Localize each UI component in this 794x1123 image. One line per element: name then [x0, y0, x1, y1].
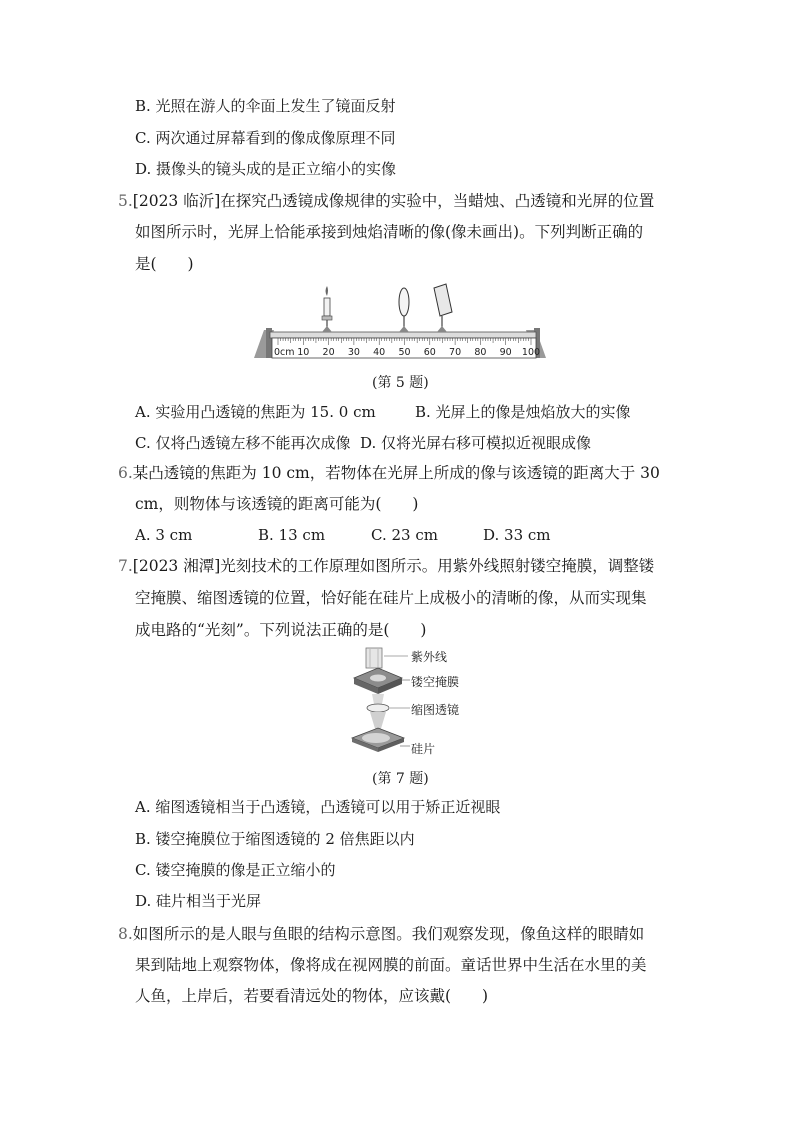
scale-tick-label: 30: [347, 347, 360, 358]
scale-tick-label: 0cm: [274, 347, 295, 358]
q5-optical-bench-figure: [252, 282, 548, 362]
light-column: [372, 694, 384, 704]
q7-number: 7.: [118, 557, 133, 575]
uv-beam: [366, 648, 382, 668]
q6-option-c: C. 23 cm: [371, 526, 438, 544]
q5-option-b: B. 光屏上的像是烛焰放大的实像: [415, 403, 631, 421]
label-uv: 紫外线: [411, 650, 448, 664]
scale-tick-label: 90: [499, 347, 512, 358]
convex-lens: [399, 288, 409, 332]
q5-option-a: A. 实验用凸透镜的焦距为 15. 0 cm: [135, 403, 376, 421]
q8-number: 8.: [118, 925, 133, 943]
q5-option-c: C. 仅将凸透镜左移不能再次成像: [135, 434, 351, 452]
q7-option-b: B. 镂空掩膜位于缩图透镜的 2 倍焦距以内: [135, 830, 415, 848]
q5-stem-line-2: 如图所示时，光屏上恰能承接到烛焰清晰的像(像未画出)。下列判断正确的: [135, 223, 644, 241]
q8-stem-line-2: 果到陆地上观察物体，像将成在视网膜的前面。童话世界中生活在水里的美: [135, 956, 647, 974]
q4-option-c: C. 两次通过屏幕看到的像成像原理不同: [135, 129, 396, 147]
scale-tick-label: 50: [398, 347, 411, 358]
scale-tick-label: 40: [373, 347, 386, 358]
reduction-lens: [367, 704, 389, 712]
q4-option-d: D. 摄像头的镜头成的是正立缩小的实像: [135, 160, 397, 178]
q7-caption: (第 7 题): [372, 771, 429, 787]
q6-line1-text: 某凸透镜的焦距为 10 cm，若物体在光屏上所成的像与该透镜的距离大于 30: [132, 464, 660, 482]
q7-stem-line-1: [118, 556, 654, 576]
label-wafer: 硅片: [411, 742, 436, 756]
label-mask: 镂空掩膜: [411, 675, 460, 689]
q8-stem-line-3: 人鱼，上岸后，若要看清远处的物体，应该戴( ): [135, 987, 489, 1005]
scale-tick-label: 10: [297, 347, 310, 358]
q5-line1-text: [2023 临沂]在探究凸透镜成像规律的实验中，当蜡烛、凸透镜和光屏的位置: [132, 192, 655, 210]
label-lens: 缩图透镜: [411, 703, 460, 717]
scale-tick-label: 20: [322, 347, 335, 358]
scale-tick-label: 60: [423, 347, 436, 358]
q7-option-d: D. 硅片相当于光屏: [135, 892, 262, 910]
scale-tick-label: 80: [474, 347, 487, 358]
q5-stem-line-3: 是( ): [135, 255, 194, 273]
q6-option-d: D. 33 cm: [483, 526, 551, 544]
q6-option-a: A. 3 cm: [135, 526, 193, 544]
q7-option-c: C. 镂空掩膜的像是正立缩小的: [135, 861, 336, 879]
q8-line1-text: 如图所示的是人眼与鱼眼的结构示意图。我们观察发现，像鱼这样的眼睛如: [132, 925, 645, 943]
q7-line1-text: [2023 湘潭]光刻技术的工作原理如图所示。用紫外线照射镂空掩膜，调整镂: [132, 557, 655, 575]
q4-option-b: B. 光照在游人的伞面上发生了镜面反射: [135, 97, 396, 115]
q5-caption: (第 5 题): [372, 375, 429, 391]
q5-option-d: D. 仅将光屏右移可模拟近视眼成像: [360, 434, 592, 452]
q6-stem-line-1: [118, 463, 660, 483]
scale-tick-label: 100: [521, 347, 541, 358]
q6-stem-line-2: cm，则物体与该透镜的距离可能为( ): [135, 495, 419, 513]
scale-tick-label: 70: [449, 347, 462, 358]
candle: [322, 286, 332, 332]
light-screen: [434, 284, 452, 332]
q7-stem-line-3: 成电路的“光刻”。下列说法正确的是( ): [135, 621, 427, 639]
q5-number: 5.: [118, 192, 133, 210]
q7-option-a: A. 缩图透镜相当于凸透镜，凸透镜可以用于矫正近视眼: [135, 798, 501, 816]
q5-stem-line-1: [118, 191, 654, 211]
q6-option-b: B. 13 cm: [258, 526, 326, 544]
bench-rail: [270, 332, 536, 338]
q6-number: 6.: [118, 464, 133, 482]
q7-stem-line-2: 空掩膜、缩图透镜的位置，恰好能在硅片上成极小的清晰的像，从而实现集: [135, 589, 647, 607]
q8-stem-line-1: [118, 924, 644, 944]
